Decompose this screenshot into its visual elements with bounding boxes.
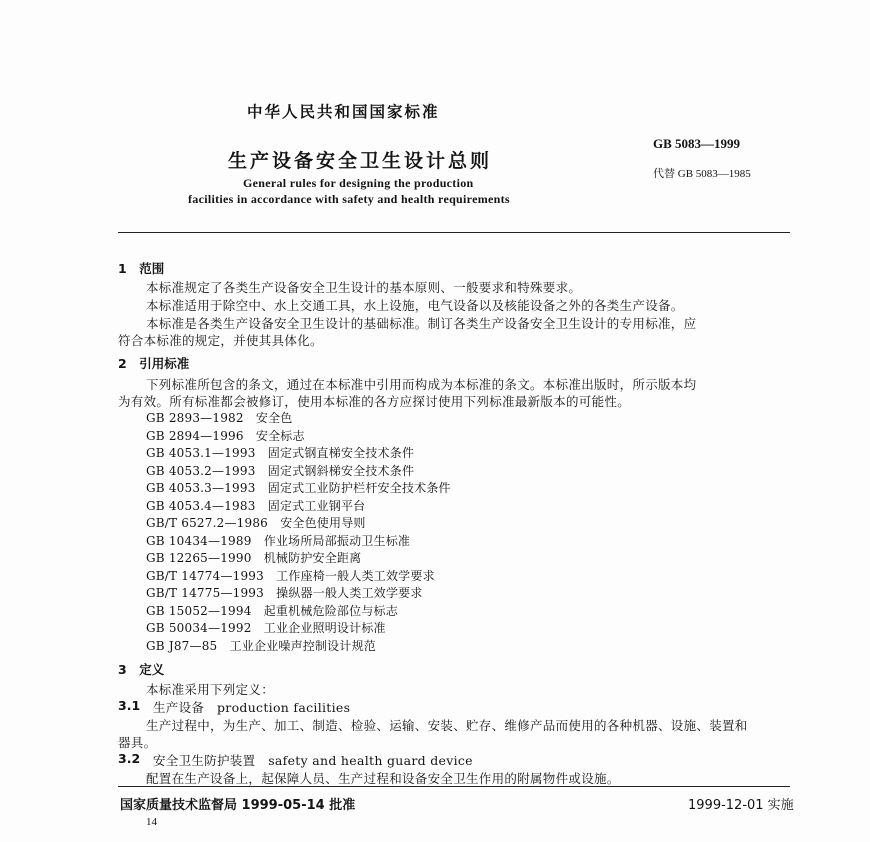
approval-line: 国家质量技术监督局 1999-05-14 批准 — [120, 798, 356, 813]
reference-item: GB/T 14774—1993 工作座椅一般人类工效学要求 — [146, 569, 435, 583]
standard-number: GB 5083—1999 — [653, 136, 741, 151]
definition-3-1-number: 3.1 — [118, 698, 141, 713]
reference-item: GB 2893—1982 安全色 — [146, 411, 293, 425]
reference-item: GB 15052—1994 起重机械危险部位与标志 — [146, 604, 398, 618]
section-1-paragraph-3a: 本标准是各类生产设备安全卫生设计的基础标准。制订各类生产设备安全卫生设计的专用标准，应 — [146, 316, 697, 331]
page-number: 14 — [146, 816, 157, 828]
reference-item: GB 4053.4—1983 固定式工业钢平台 — [146, 499, 366, 513]
section-1-paragraph-2: 本标准适用于除空中、水上交通工具，水上设施，电气设备以及核能设备之外的各类生产设备。 — [146, 298, 684, 313]
reference-item: GB 4053.3—1993 固定式工业防护栏杆安全技术条件 — [146, 481, 451, 495]
reference-item: GB 10434—1989 作业场所局部振动卫生标准 — [146, 534, 411, 548]
document-title-cn: 生产设备安全卫生设计总则 — [228, 150, 493, 172]
section-2-heading: 2 引用标准 — [118, 356, 190, 371]
section-1-paragraph-3b: 符合本标准的规定，并使其具体化。 — [118, 333, 323, 348]
reference-item: GB/T 6527.2—1986 安全色使用导则 — [146, 516, 366, 530]
national-standard-heading: 中华人民共和国国家标准 — [247, 103, 440, 121]
reference-item: GB 50034—1992 工业企业照明设计标准 — [146, 621, 386, 635]
section-2-paragraph-1b: 为有效。所有标准都会被修订，使用本标准的各方应探讨使用下列标准最新版本的可能性。 — [118, 394, 631, 409]
implementation-date: 1999-12-01 实施 — [688, 798, 794, 813]
section-2-paragraph-1a: 下列标准所包含的条文，通过在本标准中引用而构成为本标准的条文。本标准出版时，所示版本均 — [146, 377, 697, 392]
section-1-heading: 1 范围 — [118, 261, 165, 276]
header-divider — [118, 232, 790, 233]
definition-3-2-text: 配置在生产设备上，起保障人员、生产过程和设备安全卫生作用的附属物件或设施。 — [146, 771, 620, 786]
reference-item: GB 4053.2—1993 固定式钢斜梯安全技术条件 — [146, 464, 415, 478]
definition-3-1-term: 生产设备 production facilities — [153, 700, 351, 715]
document-title-en-line1: General rules for designing the production — [243, 176, 474, 190]
reference-item: GB 2894—1996 安全标志 — [146, 429, 305, 443]
reference-item: GB 4053.1—1993 固定式钢直梯安全技术条件 — [146, 446, 415, 460]
replaces-standard: 代替 GB 5083—1985 — [653, 168, 751, 180]
definition-3-2-term: 安全卫生防护装置 safety and health guard device — [153, 753, 473, 768]
section-3-intro: 本标准采用下列定义： — [146, 682, 275, 697]
document-title-en-line2: facilities in accordance with safety and health requirements — [188, 192, 510, 206]
definition-3-1-text-a: 生产过程中，为生产、加工、制造、检验、运输、安装、贮存、维修产品而使用的各种机器、设施、装置和 — [146, 718, 748, 733]
definition-3-2-number: 3.2 — [118, 751, 141, 766]
definition-3-1-text-b: 器具。 — [118, 735, 157, 750]
reference-item: GB/T 14775—1993 操纵器一般人类工效学要求 — [146, 586, 423, 600]
footer-divider — [118, 786, 790, 787]
reference-item: GB 12265—1990 机械防护安全距离 — [146, 551, 362, 565]
section-3-heading: 3 定义 — [118, 662, 165, 677]
section-1-paragraph-1: 本标准规定了各类生产设备安全卫生设计的基本原则、一般要求和特殊要求。 — [146, 280, 582, 295]
reference-item: GB J87—85 工业企业噪声控制设计规范 — [146, 639, 376, 653]
